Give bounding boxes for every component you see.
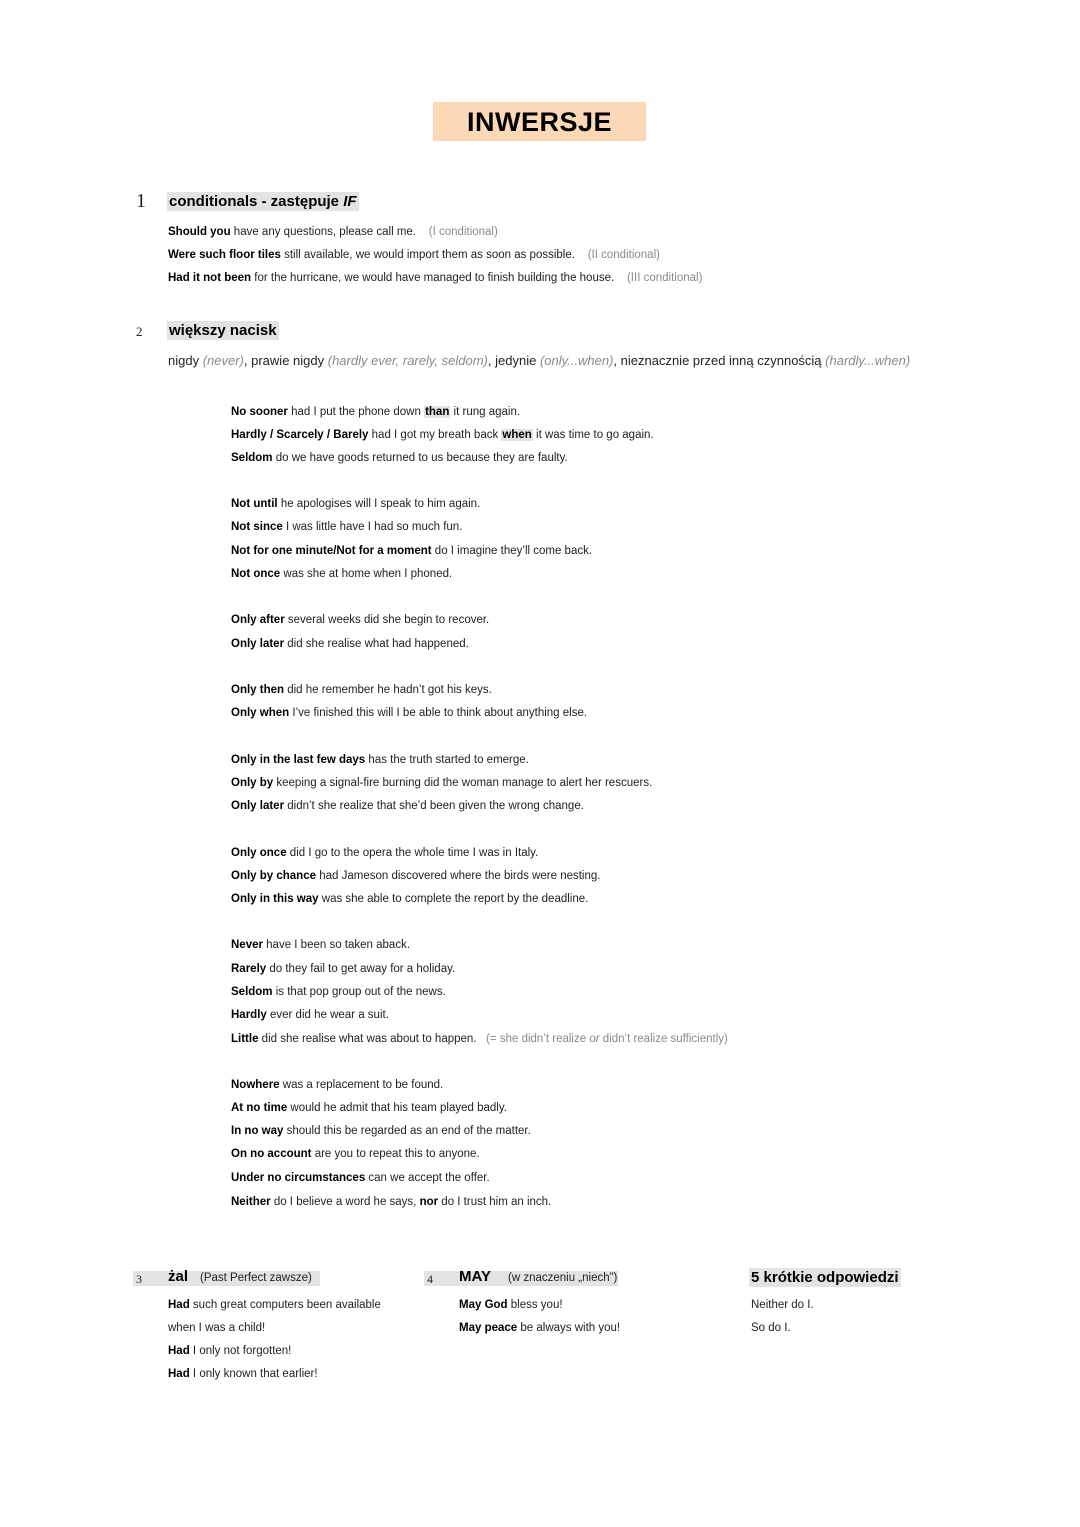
- example-line: [168, 1343, 291, 1359]
- example-text: did he remember he hadn’t got his keys.: [284, 684, 492, 696]
- example-text: several weeks did she begin to recover.: [284, 614, 490, 626]
- example-line: [168, 247, 660, 263]
- example-keyword: Only in this way: [231, 893, 319, 905]
- subtitle-term: jedynie: [495, 353, 540, 368]
- example-keyword: Should you: [168, 226, 231, 238]
- section-1-heading-text: conditionals - zastępuje: [169, 193, 344, 210]
- example-text: have any questions, please call me.: [230, 226, 416, 238]
- example-keyword: Only by chance: [231, 870, 317, 882]
- example-text: did she realise what had happened.: [284, 638, 469, 650]
- subtitle-english: (hardly...when): [825, 353, 911, 368]
- subtitle-term: nigdy: [168, 353, 203, 368]
- subtitle-term: prawie nigdy: [251, 353, 328, 368]
- example-line: [231, 496, 480, 512]
- example-note: (= she didn’t realize or didn’t realize sufficiently): [486, 1033, 728, 1045]
- example-line: [168, 1366, 318, 1382]
- example-text: bless you!: [507, 1299, 563, 1311]
- example-line: [231, 798, 584, 814]
- section-1-heading: [167, 192, 359, 211]
- example-line: [459, 1297, 563, 1313]
- example-line: [231, 1007, 389, 1023]
- example-highlight: when: [502, 429, 532, 441]
- section-2-number: 2: [136, 324, 143, 339]
- example-keyword: Little: [231, 1033, 259, 1045]
- example-text: keeping a signal-fire burning did the woman manage to alert her rescuers.: [273, 777, 653, 789]
- example-text: is that pop group out of the news.: [272, 986, 446, 998]
- example-no-sooner: [231, 404, 520, 420]
- example-neither: [231, 1194, 551, 1210]
- example-text: should this be regarded as an end of the matter.: [283, 1125, 531, 1137]
- example-text: I’ve finished this will I be able to think about anything else.: [289, 707, 588, 719]
- example-keyword: Only later: [231, 638, 285, 650]
- example-highlight: than: [425, 406, 450, 418]
- subtitle-separator: ,: [613, 353, 621, 368]
- section-5-heading: 5 krótkie odpowiedzi: [751, 1269, 899, 1286]
- example-text: did I go to the opera the whole time I was in Italy.: [286, 847, 539, 859]
- example-text: still available, we would import them as soon as possible.: [280, 249, 575, 261]
- example-keyword: Only by: [231, 777, 274, 789]
- example-line: [231, 984, 446, 1000]
- section-4-number: 4: [427, 1272, 433, 1286]
- example-text: it was time to go again.: [532, 429, 654, 441]
- example-line: [231, 566, 452, 582]
- example-keyword: Not once: [231, 568, 281, 580]
- example-text: such great computers been available: [189, 1299, 381, 1311]
- subtitle-english: (hardly ever, rarely, seldom): [327, 353, 488, 368]
- example-keyword: Hardly / Scarcely / Barely: [231, 429, 369, 441]
- example-keyword: No sooner: [231, 406, 288, 418]
- example-line: [231, 868, 600, 884]
- subtitle-term: nieznacznie przed inną czynnością: [620, 353, 826, 368]
- subtitle-english: (never): [202, 353, 244, 368]
- subtitle-separator: ,: [487, 353, 496, 368]
- example-text: didn’t she realize that she’d been given the wrong change.: [284, 800, 584, 812]
- example-note: (II conditional): [587, 249, 660, 261]
- example-keyword: Had: [168, 1368, 190, 1380]
- example-text: was she able to complete the report by the deadline.: [318, 893, 589, 905]
- example-line: [168, 270, 702, 286]
- example-line: [231, 961, 455, 977]
- example-text: would he admit that his team played badly.: [287, 1102, 507, 1114]
- example-note: (I conditional): [428, 226, 498, 238]
- example-text: be always with you!: [517, 1322, 621, 1334]
- example-keyword: May peace: [459, 1322, 518, 1334]
- example-line: [231, 1077, 443, 1093]
- example-line: [231, 1146, 480, 1162]
- example-line: [459, 1320, 620, 1336]
- example-text: it rung again.: [450, 406, 521, 418]
- example-text: do they fail to get away for a holiday.: [266, 963, 456, 975]
- example-text: ever did he wear a suit.: [266, 1009, 389, 1021]
- example-line: [231, 1123, 531, 1139]
- page-title: INWERSJE: [433, 102, 646, 141]
- example-keyword: nor: [419, 1196, 439, 1208]
- example-line: [231, 845, 538, 861]
- subtitle-separator: ,: [243, 353, 252, 368]
- example-note: (III conditional): [626, 272, 703, 284]
- example-keyword: At no time: [231, 1102, 288, 1114]
- example-text: I only not forgotten!: [189, 1345, 292, 1357]
- example-text: have I been so taken aback.: [262, 939, 411, 951]
- section-4-note: (w znaczeniu „niech”): [508, 1272, 618, 1284]
- example-keyword: On no account: [231, 1148, 312, 1160]
- example-text: did she realise what was about to happen.: [258, 1033, 477, 1045]
- example-keyword: Seldom: [231, 452, 273, 464]
- example-text: do I believe a word he says,: [270, 1196, 420, 1208]
- example-line: [231, 752, 529, 768]
- example-keyword: Only later: [231, 800, 285, 812]
- example-line: [231, 450, 568, 466]
- example-text: do I trust him an inch.: [438, 1196, 552, 1208]
- example-text: I only known that earlier!: [189, 1368, 318, 1380]
- example-text: was she at home when I phoned.: [280, 568, 453, 580]
- section-1-number: 1: [136, 190, 146, 212]
- example-line: [168, 224, 498, 240]
- example-keyword: Not until: [231, 498, 278, 510]
- example-line: [231, 937, 410, 953]
- example-keyword: Only when: [231, 707, 290, 719]
- example-keyword: Rarely: [231, 963, 267, 975]
- example-line: [231, 543, 592, 559]
- example-line: [231, 891, 588, 907]
- example-keyword: Under no circumstances: [231, 1172, 366, 1184]
- example-line: [231, 775, 652, 791]
- example-keyword: May God: [459, 1299, 508, 1311]
- subtitle-english: (only...when): [539, 353, 614, 368]
- example-line: [168, 1297, 381, 1313]
- example-keyword: Only in the last few days: [231, 754, 366, 766]
- example-keyword: Hardly: [231, 1009, 267, 1021]
- example-keyword: Not for one minute/Not for a moment: [231, 545, 432, 557]
- section-3-heading: żal: [168, 1268, 189, 1285]
- example-text: when I was a child!: [168, 1322, 266, 1334]
- example-line: [231, 1170, 490, 1186]
- example-line: [231, 705, 587, 721]
- example-keyword: Had: [168, 1299, 190, 1311]
- section-1-heading-if: IF: [343, 193, 357, 210]
- example-keyword: Not since: [231, 521, 283, 533]
- example-keyword: Had it not been: [168, 272, 252, 284]
- section-3-note: (Past Perfect zawsze): [200, 1272, 312, 1284]
- example-keyword: Only after: [231, 614, 285, 626]
- example-text: had I got my breath back: [368, 429, 502, 441]
- section-2-subtitle: [168, 353, 910, 368]
- example-line: [168, 1320, 265, 1336]
- example-text: for the hurricane, we would have managed to finish building the house.: [251, 272, 615, 284]
- example-text: do I imagine they’ll come back.: [431, 545, 593, 557]
- section-3-number: 3: [136, 1272, 142, 1286]
- example-hardly: [231, 427, 654, 443]
- example-keyword: Only then: [231, 684, 285, 696]
- section-2-heading: większy nacisk: [169, 322, 277, 339]
- example-text: do we have goods returned to us because they are faulty.: [272, 452, 568, 464]
- example-keyword: Only once: [231, 847, 287, 859]
- example-line: [231, 612, 489, 628]
- example-text: had I put the phone down: [287, 406, 425, 418]
- example-text: was a replacement to be found.: [279, 1079, 444, 1091]
- example-text: he apologises will I speak to him again.: [277, 498, 481, 510]
- example-keyword: Neither: [231, 1196, 271, 1208]
- example-text: had Jameson discovered where the birds were nesting.: [316, 870, 601, 882]
- example-keyword: Were such floor tiles: [168, 249, 281, 261]
- short-answer: Neither do I.: [751, 1299, 814, 1311]
- example-keyword: Nowhere: [231, 1079, 280, 1091]
- section-4-heading: MAY: [459, 1268, 491, 1285]
- example-text: can we accept the offer.: [365, 1172, 490, 1184]
- example-text: I was little have I had so much fun.: [282, 521, 463, 533]
- example-keyword: In no way: [231, 1125, 284, 1137]
- example-line: [231, 682, 492, 698]
- example-text: are you to repeat this to anyone.: [311, 1148, 480, 1160]
- example-little: [231, 1031, 728, 1047]
- example-text: has the truth started to emerge.: [365, 754, 529, 766]
- example-keyword: Never: [231, 939, 263, 951]
- example-line: [231, 636, 469, 652]
- example-keyword: Seldom: [231, 986, 273, 998]
- example-line: [231, 519, 462, 535]
- example-keyword: Had: [168, 1345, 190, 1357]
- short-answer: So do I.: [751, 1322, 791, 1334]
- example-line: [231, 1100, 507, 1116]
